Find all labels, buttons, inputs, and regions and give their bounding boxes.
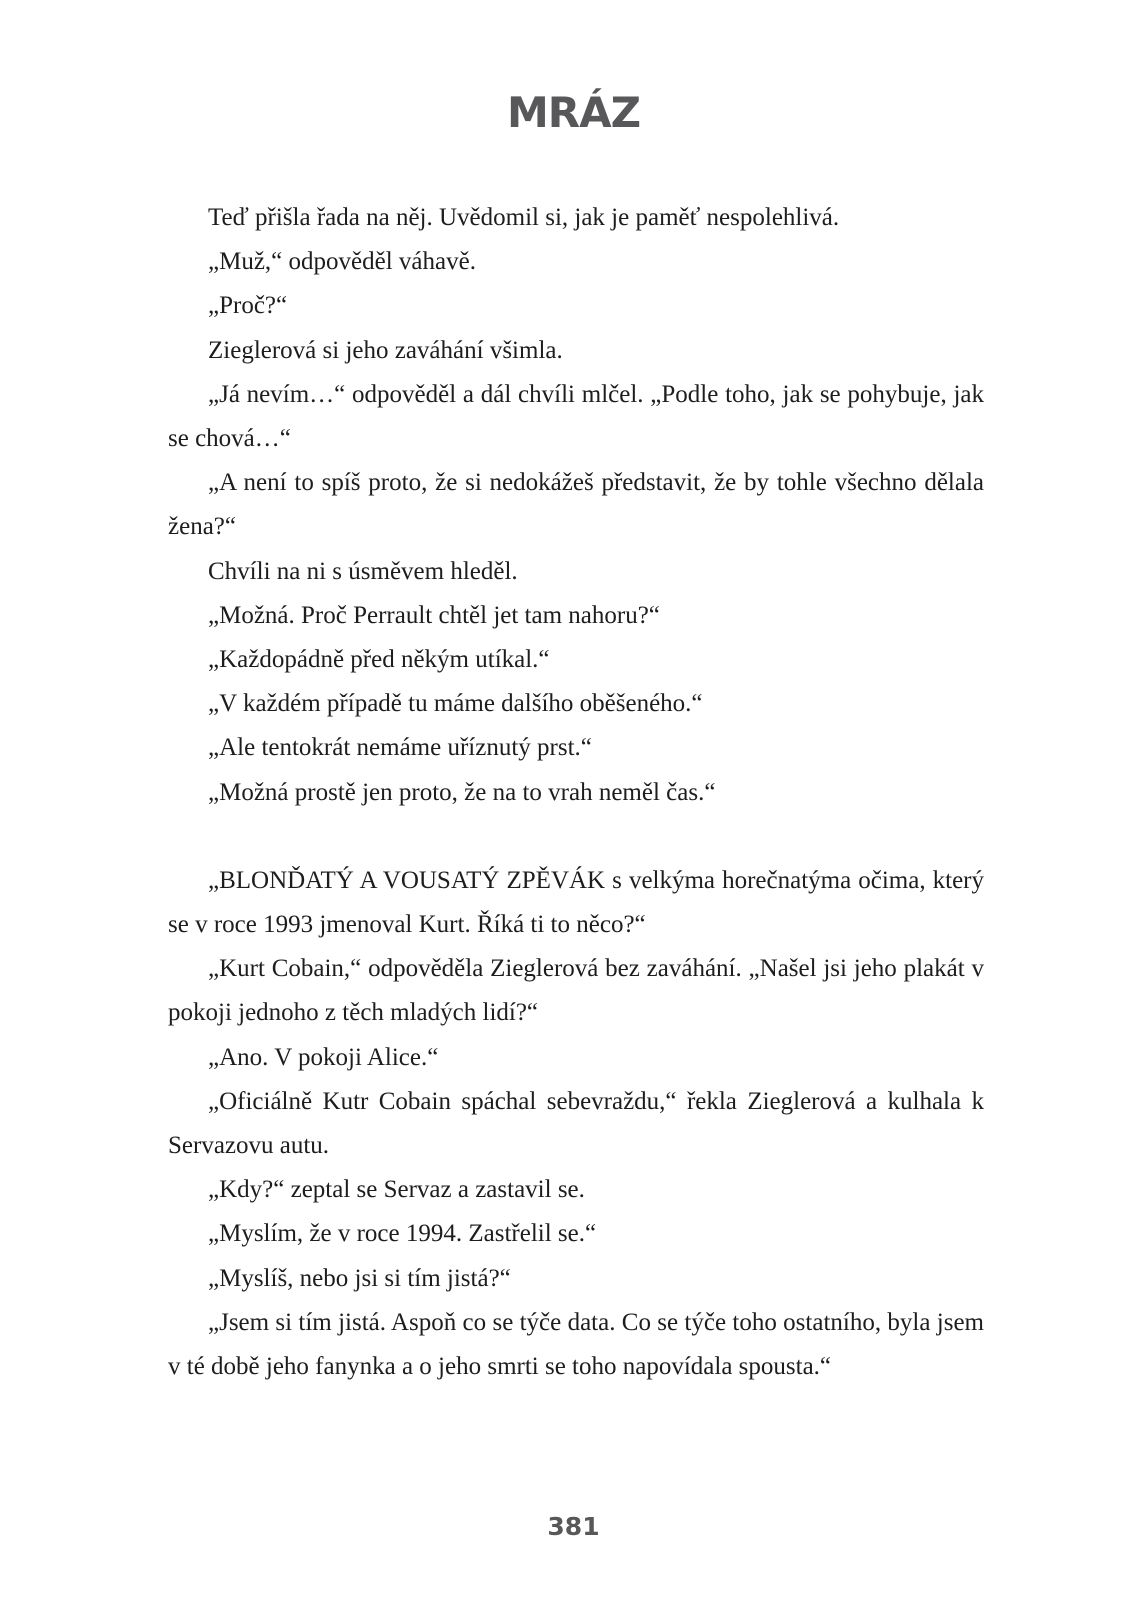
- paragraph: „Ano. V pokoji Alice.“: [208, 1043, 439, 1071]
- paragraph: „Muž,“ odpověděl váhavě.: [208, 248, 476, 276]
- section-break: [168, 815, 984, 859]
- paragraph: Chvíli na ni s úsměvem hleděl.: [208, 557, 518, 585]
- paragraph: „Já nevím…“ odpověděl a dál chvíli mlčel. „Podle toho, jak se pohybuje, jak se chová…“: [168, 380, 984, 453]
- paragraph: „Myslím, že v roce 1994. Zastřelil se.“: [208, 1220, 597, 1248]
- paragraph: „Kurt Cobain,“ odpověděla Zieglerová bez zaváhání. „Našel jsi jeho plakát v pokoji jednoho z těch mladých lidí?“: [168, 955, 984, 1027]
- paragraph: „Oficiálně Kutr Cobain spáchal sebevraždu,“ řekla Zieglerová a kulhala k Servazovu autu.: [168, 1087, 984, 1160]
- paragraph: Teď přišla řada na něj. Uvědomil si, jak je paměť nespolehlivá.: [208, 204, 840, 231]
- paragraph: „Kdy?“ zeptal se Servaz a zastavil se.: [208, 1176, 585, 1204]
- paragraph: „Myslíš, nebo jsi si tím jistá?“: [208, 1264, 511, 1292]
- paragraph: „Možná prostě jen proto, že na to vrah neměl čas.“: [208, 778, 716, 806]
- paragraph: „BLONĎATÝ A VOUSATÝ ZPĚVÁK s velkýma horečnatýma očima, který se v roce 1993 jmenoval Kurt. Říká ti to něco?“: [168, 866, 984, 939]
- paragraph: „V každém případě tu máme dalšího oběšeného.“: [208, 690, 703, 718]
- paragraph: Zieglerová si jeho zaváhání všimla.: [208, 336, 563, 364]
- running-head: MRÁZ: [506, 88, 641, 137]
- paragraph: „Jsem si tím jistá. Aspoň co se týče data. Co se týče toho ostatního, byla jsem v té době jeho fanynka a o jeho smrti se toho napovídala spousta.“: [168, 1308, 984, 1381]
- paragraph: „Proč?“: [208, 292, 288, 320]
- paragraph: „Každopádně před někým utíkal.“: [208, 646, 550, 674]
- paragraph: „A není to spíš proto, že si nedokážeš představit, že by tohle všechno dělala žena?“: [168, 469, 984, 541]
- paragraph: „Ale tentokrát nemáme uříznutý prst.“: [208, 734, 592, 762]
- body-text: [168, 196, 984, 1389]
- paragraph: „Možná. Proč Perrault chtěl jet tam nahoru?“: [208, 601, 660, 629]
- page-number: 381: [547, 1512, 600, 1541]
